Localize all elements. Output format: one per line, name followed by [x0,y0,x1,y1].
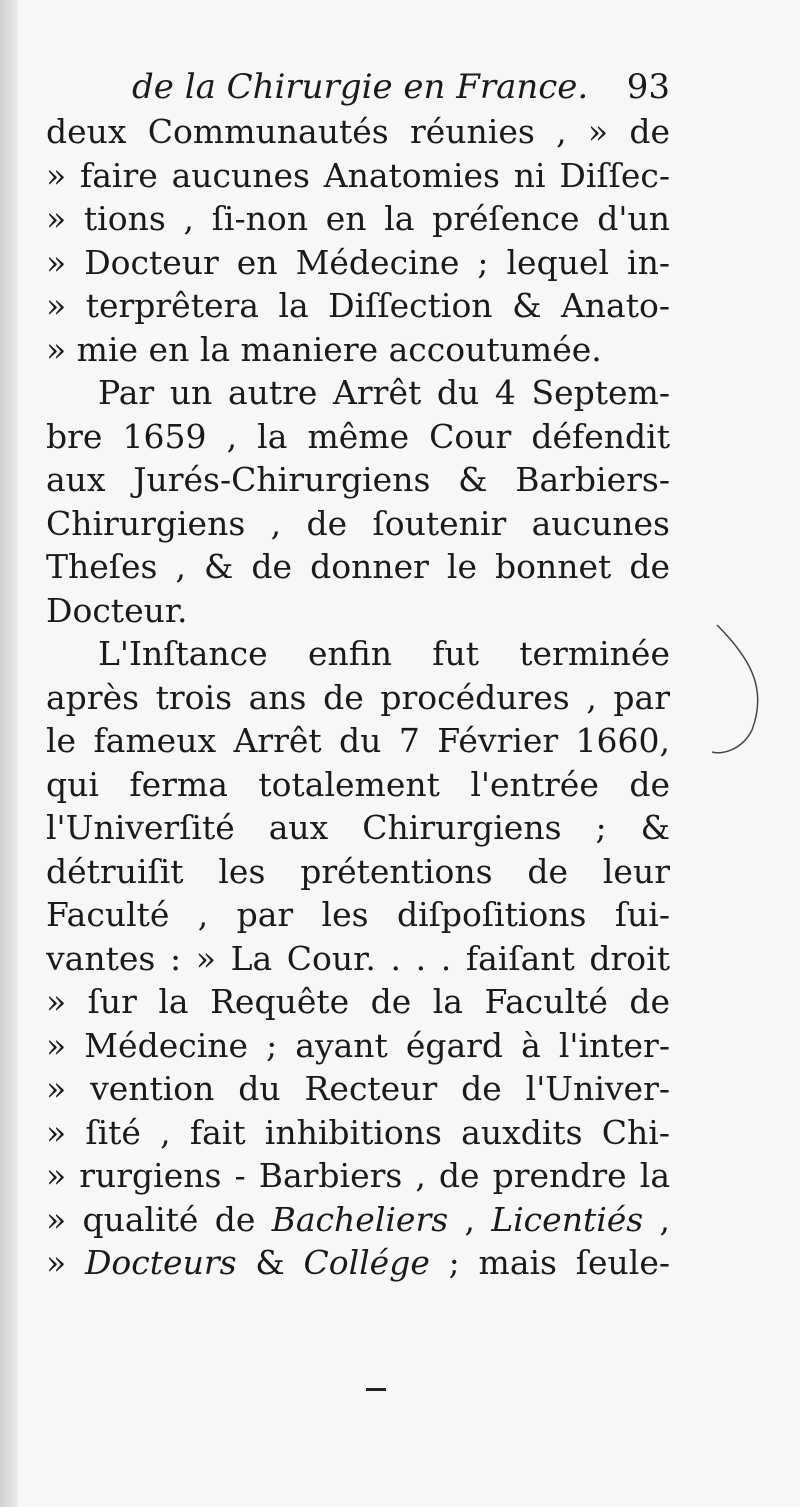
italic-term: Docteurs [84,1243,237,1282]
text-line: deux Communautés réunies , » de [46,112,670,151]
italic-term: Bacheliers [271,1199,449,1239]
text-line: » terprêtera la Diſſection & Anato- [46,286,670,325]
text-line: qui ferma totalement l'entrée de [46,764,670,804]
paragraph-start-line: Par un autre Arrêt du 4 Septem- [98,373,670,412]
text-segment: & [236,1243,304,1282]
italic-term: Collége [303,1243,430,1282]
text-line: » ſité , fait inhibitions auxdits Chi- [46,1112,670,1152]
text-line: le fameux Arrêt du 7 Février 1660, [46,721,670,760]
page-gutter-shadow [0,0,18,1507]
text-line: Faculté , par les diſpoſitions ſui- [46,895,670,934]
text-line: » ſur la Requête de la Faculté de [46,982,670,1021]
text-segment: , [448,1199,492,1239]
text-line: Docteur. [46,590,188,630]
text-line [46,1198,670,1242]
text-line: après trois ans de procédures , par [46,677,670,717]
text-segment: » [46,1243,85,1282]
text-line: Theſes , & de donner le bonnet de [46,547,670,586]
text-segment: ; mais ſeule- [429,1243,670,1282]
italic-term: Licentiés [491,1199,644,1239]
text-line: l'Univerſité aux Chirurgiens ; & [46,808,670,847]
body-text [46,110,670,1285]
text-line: vantes : » La Cour. . . . faiſant droit [46,938,670,978]
text-line: détruiſit les prétentions de leur [46,851,670,891]
text-line: Chirurgiens , de ſoutenir aucunes [46,503,670,543]
text-line: » rurgiens - Barbiers , de prendre la [46,1156,670,1195]
paragraph-start-line: L'Inſtance enfin fut terminée [98,634,670,673]
bottom-rule [366,1388,386,1391]
page-edge-mark [712,620,772,760]
text-line: » tions , ſi-non en la préſence d'un [46,199,670,238]
text-line: » mie en la maniere accoutumée. [46,329,602,369]
text-line: bre 1659 , la même Cour défendit [46,416,670,456]
text-line: » Médecine ; ayant égard à l'inter- [46,1025,670,1065]
text-segment: , [643,1199,670,1239]
text-line: » vention du Recteur de l'Univer- [46,1069,670,1108]
text-segment: » qualité de [46,1199,272,1239]
running-head [110,62,670,112]
text-line: » Docteur en Médecine ; lequel in- [46,242,670,282]
text-line: » faire aucunes Anatomies ni Diſſec- [46,155,670,195]
text-line [46,1241,670,1285]
page-number: 93 [626,67,670,107]
text-line: aux Jurés-Chirurgiens & Barbiers- [46,460,670,499]
running-title: de la Chirurgie en France. [132,67,589,107]
